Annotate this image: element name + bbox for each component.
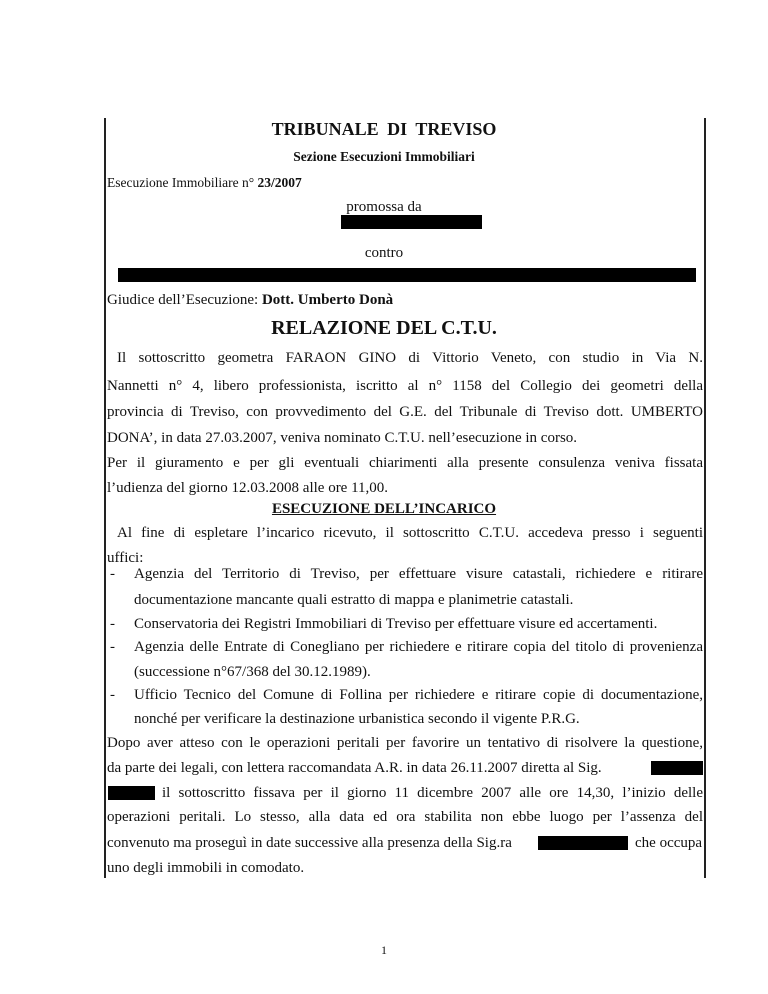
closing-line-5b: che occupa	[635, 835, 703, 851]
closing-line-6: uno degli immobili in comodato.	[107, 860, 305, 876]
intro-line-2: Nannetti n° 4, libero professionista, iscritto al n° 1158 del Collegio dei geometri della	[107, 378, 703, 394]
office-item-4-line-2: nonché per verificare la destinazione urbanistica secondo il vigente P.R.G.	[134, 711, 580, 727]
list-dash-3: -	[110, 639, 115, 655]
right-margin-line	[704, 118, 706, 878]
office-item-3-line-1: Agenzia delle Entrate di Conegliano per richiedere e ritirare copia del titolo di provenienza	[134, 639, 703, 655]
list-dash-1: -	[110, 566, 115, 582]
procedure-label: Esecuzione Immobiliare n°	[107, 175, 255, 190]
offices-intro-line-1: Al fine di espletare l’incarico ricevuto, il sottoscritto C.T.U. accedeva presso i seguenti	[117, 525, 703, 541]
intro-line-3: provincia di Treviso, con provvedimento del G.E. del Tribunale di Treviso dott. UMBERTO	[107, 404, 703, 420]
procedure-line	[107, 176, 302, 190]
page-number: 1	[381, 943, 387, 957]
left-margin-line	[104, 118, 106, 878]
redacted-recipient-a	[651, 761, 703, 775]
office-item-4-line-1: Ufficio Tecnico del Comune di Follina per richiedere e ritirare copie di documentazione,	[134, 687, 703, 703]
procedure-number: 23/2007	[257, 175, 302, 190]
list-dash-4: -	[110, 687, 115, 703]
list-dash-2: -	[110, 616, 115, 632]
judge-name: Dott. Umberto Donà	[261, 292, 394, 308]
redacted-plaintiff	[341, 215, 482, 229]
report-title: RELAZIONE DEL C.T.U.	[271, 317, 497, 339]
redacted-recipient-b	[108, 786, 155, 800]
section-heading: ESECUZIONE DELL’INCARICO	[271, 501, 497, 517]
judge-line	[107, 293, 393, 308]
offices-intro-line-2: uffici:	[107, 550, 144, 566]
closing-line-1: Dopo aver atteso con le operazioni peritali per favorire un tentativo di risolvere la questione,	[107, 735, 703, 751]
intro-line-6: l’udienza del giorno 12.03.2008 alle ore 11,00.	[107, 480, 389, 496]
intro-line-1: Il sottoscritto geometra FARAON GINO di Vittorio Veneto, con studio in Via N.	[117, 350, 703, 366]
closing-line-2: da parte dei legali, con lettera raccomandata A.R. in data 26.11.2007 diretta al Sig.	[107, 760, 602, 776]
judge-label: Giudice dell’Esecuzione:	[107, 292, 259, 308]
promoted-by: promossa da	[346, 199, 422, 215]
court-title: TRIBUNALE DI TREVISO	[271, 119, 497, 139]
office-item-1-line-1: Agenzia del Territorio di Treviso, per effettuare visure catastali, richiedere e ritirare	[134, 566, 703, 582]
intro-line-4: DONA’, in data 27.03.2007, veniva nominato C.T.U. nell’esecuzione in corso.	[107, 430, 578, 446]
office-item-3-line-2: (successione n°67/368 del 30.12.1989).	[134, 664, 371, 680]
redacted-defendant	[118, 268, 696, 282]
closing-line-4: operazioni peritali. Lo stesso, alla data ed ora stabilita non ebbe luogo per l’assenza del	[107, 809, 703, 825]
section-subtitle: Sezione Esecuzioni Immobiliari	[293, 149, 475, 164]
redacted-occupant	[538, 836, 628, 850]
office-item-1-line-2: documentazione mancante quali estratto di mappa e planimetrie catastali.	[134, 592, 574, 608]
intro-line-5: Per il giuramento e per gli eventuali chiarimenti alla presente consulenza veniva fissata	[107, 455, 703, 471]
closing-line-3: il sottoscritto fissava per il giorno 11 dicembre 2007 alle ore 14,30, l’inizio delle	[162, 785, 703, 801]
against: contro	[364, 245, 404, 261]
office-item-2: Conservatoria dei Registri Immobiliari di Treviso per effettuare visure ed accertamenti.	[134, 616, 658, 632]
closing-line-5a: convenuto ma proseguì in date successive alla presenza della Sig.ra	[107, 835, 512, 851]
